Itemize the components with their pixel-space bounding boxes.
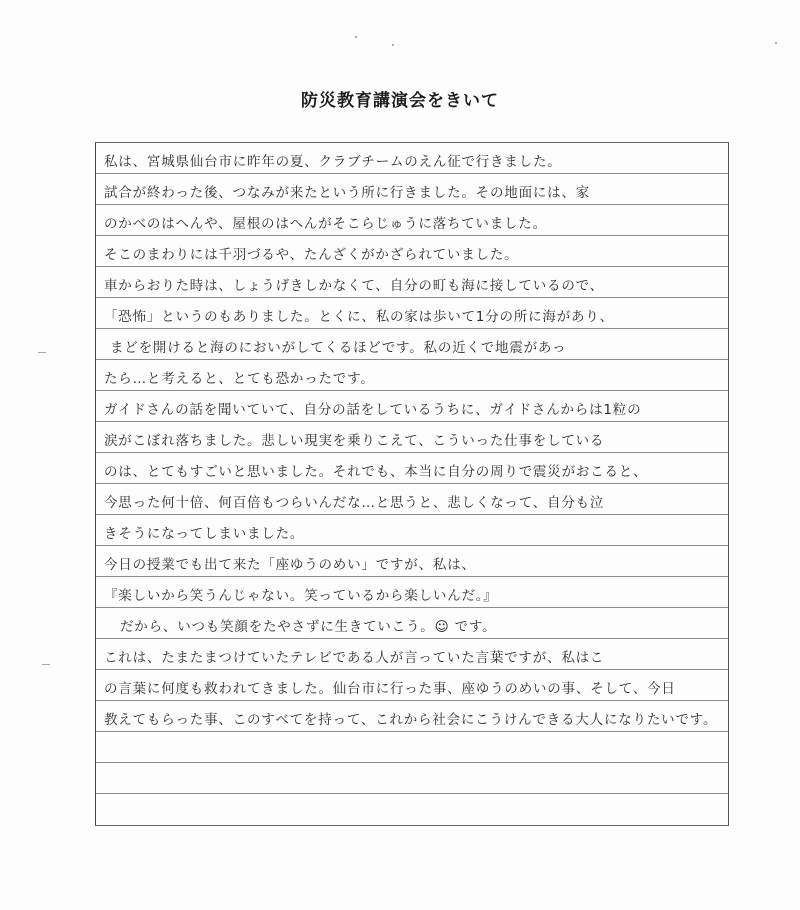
- ruled-line: [96, 670, 728, 701]
- handwritten-line: 涙がこぼれ落ちました。悲しい現実を乗りこえて、こういった仕事をしている: [104, 433, 605, 449]
- ruled-line: [96, 453, 728, 484]
- handwritten-line: そこのまわりには千羽づるや、たんざくがかざられていました。: [104, 247, 519, 263]
- ruled-line: [96, 236, 728, 267]
- handwritten-line: 教えてもらった事、このすべてを持って、これから社会にこうけんできる大人になりたいです。: [104, 712, 718, 728]
- handwritten-line: ガイドさんの話を聞いていて、自分の話をしているうちに、ガイドさんからは1粒の: [104, 402, 642, 418]
- ruled-line: [96, 484, 728, 515]
- handwritten-line: 今日の授業でも出て来た「座ゆうのめい」ですが、私は、: [104, 557, 476, 573]
- scan-speck: [392, 44, 394, 46]
- ruled-line: [96, 639, 728, 670]
- margin-mark: [38, 352, 46, 353]
- handwritten-line: のかべのはへんや、屋根のはへんがそこらじゅうに落ちていました。: [104, 216, 547, 232]
- handwritten-line: 今思った何十倍、何百倍もつらいんだな…と思うと、悲しくなって、自分も泣: [104, 495, 605, 511]
- handwritten-line: きそうになってしまいました。: [104, 526, 305, 542]
- page-title: 防災教育講演会をきいて: [301, 91, 499, 111]
- handwritten-line: これは、たまたまつけていたテレビである人が言っていた言葉ですが、私はこ: [104, 650, 605, 666]
- handwritten-line: 車からおりた時は、しょうげきしかなくて、自分の町も海に接しているので、: [104, 278, 604, 294]
- ruled-line: [96, 794, 728, 825]
- ruled-line: [96, 608, 728, 639]
- ruled-line: [96, 701, 728, 732]
- ruled-line: [96, 546, 728, 577]
- ruled-line: [96, 515, 728, 546]
- handwritten-line: 『楽しいから笑うんじゃない。笑っているから楽しいんだ。』: [104, 588, 498, 604]
- ruled-line: [96, 577, 728, 608]
- ruled-line: [96, 391, 728, 422]
- ruled-line: [96, 174, 728, 205]
- ruled-line: [96, 422, 728, 453]
- handwritten-line: 試合が終わった後、つなみが来たという所に行きました。その地面には、家: [104, 185, 591, 201]
- scan-speck: [775, 42, 777, 44]
- ruled-line: [96, 267, 728, 298]
- lined-writing-paper: [95, 142, 729, 826]
- handwritten-line: たら…と考えると、とても恐かったです。: [104, 371, 375, 387]
- handwritten-line: 私は、宮城県仙台市に昨年の夏、クラブチームのえん征で行きました。: [104, 154, 562, 170]
- handwritten-line: の言葉に何度も救われてきました。仙台市に行った事、座ゆうのめいの事、そして、今日: [104, 681, 676, 697]
- ruled-line: [96, 298, 728, 329]
- handwritten-line: まどを開けると海のにおいがしてくるほどです。私の近くで地震があっ: [110, 340, 567, 356]
- ruled-line: [96, 205, 728, 236]
- handwritten-line: だから、いつも笑顔をたやさずに生きていこう。☺ です。: [120, 619, 497, 635]
- scan-speck: [355, 36, 357, 38]
- ruled-line: [96, 143, 728, 174]
- handwritten-line: 「恐怖」というのもありました。とくに、私の家は歩いて1分の所に海があり、: [104, 309, 614, 325]
- ruled-line: [96, 763, 728, 794]
- ruled-line: [96, 732, 728, 763]
- handwritten-line: のは、とてもすごいと思いました。それでも、本当に自分の周りで震災がおこると、: [104, 464, 648, 480]
- ruled-line: [96, 360, 728, 391]
- margin-mark: [42, 664, 50, 665]
- ruled-line: [96, 329, 728, 360]
